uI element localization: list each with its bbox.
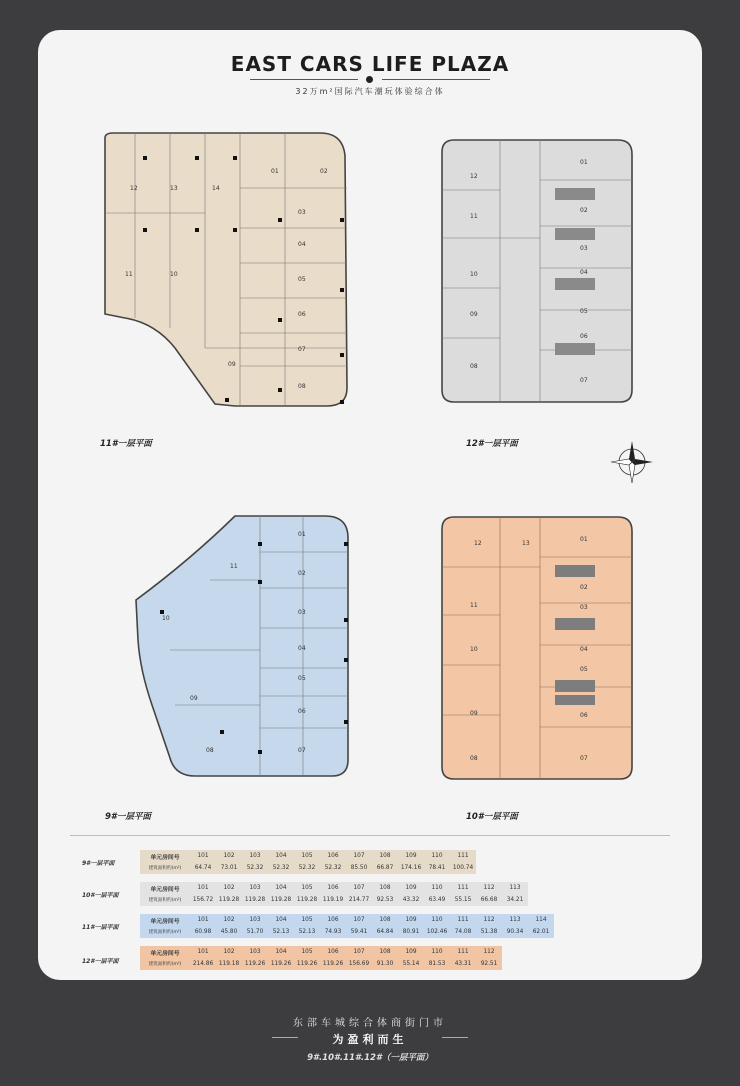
unit-label: 10 xyxy=(162,615,170,622)
room-cell: 110 xyxy=(431,885,443,891)
unit-label: 01 xyxy=(580,536,588,543)
floor-plan-9 xyxy=(120,500,365,800)
table-row-areas xyxy=(140,926,554,938)
unit-label: 04 xyxy=(298,241,306,248)
room-cell: 113 xyxy=(509,917,521,923)
room-cell: 105 xyxy=(301,917,313,923)
unit-label: 03 xyxy=(298,609,306,616)
area-cell: 64.84 xyxy=(376,929,394,935)
room-cell: 107 xyxy=(353,885,365,891)
table-label-9: 9#一层平面 xyxy=(82,860,115,867)
area-cell: 119.28 xyxy=(270,897,292,903)
area-cell: 73.01 xyxy=(220,865,238,871)
unit-area-table-11 xyxy=(140,914,554,938)
unit-label: 02 xyxy=(580,584,588,591)
area-cell: 81.53 xyxy=(428,961,446,967)
unit-label: 05 xyxy=(580,308,588,315)
area-cell: 52.32 xyxy=(298,865,316,871)
unit-label: 10 xyxy=(470,646,478,653)
unit-label: 10 xyxy=(470,271,478,278)
room-cell: 106 xyxy=(327,949,339,955)
unit-area-table-12 xyxy=(140,946,502,970)
table-header-cell: 单元房间号 xyxy=(150,950,180,957)
area-cell: 214.86 xyxy=(192,961,214,967)
unit-label: 12 xyxy=(474,540,482,547)
plan-label-12: 12#一层平面 xyxy=(466,439,518,449)
title-rule-right xyxy=(382,79,490,80)
room-cell: 104 xyxy=(275,917,287,923)
table-row-rooms xyxy=(140,914,554,926)
area-cell: 214.77 xyxy=(348,897,370,903)
area-cell: 59.41 xyxy=(350,929,368,935)
table-label-12: 12#一层平面 xyxy=(82,958,119,965)
table-area-label: 建筑面积约(m²) xyxy=(148,930,182,935)
unit-label: 13 xyxy=(522,540,530,547)
area-cell: 34.21 xyxy=(506,897,524,903)
area-cell: 51.70 xyxy=(246,929,264,935)
area-cell: 66.68 xyxy=(480,897,498,903)
unit-area-table-10 xyxy=(140,882,528,906)
unit-label: 09 xyxy=(470,311,478,318)
area-cell: 74.08 xyxy=(454,929,472,935)
table-row-areas xyxy=(140,958,502,970)
room-cell: 101 xyxy=(197,885,209,891)
area-cell: 102.46 xyxy=(426,929,448,935)
footer-line-2: 为盈利而生 xyxy=(332,1033,408,1046)
area-cell: 80.91 xyxy=(402,929,420,935)
unit-label: 04 xyxy=(580,269,588,276)
unit-label: 12 xyxy=(470,173,478,180)
unit-label: 02 xyxy=(580,207,588,214)
unit-label: 13 xyxy=(170,185,178,192)
unit-label: 09 xyxy=(470,710,478,717)
room-cell: 106 xyxy=(327,885,339,891)
room-cell: 111 xyxy=(457,949,469,955)
table-row-rooms xyxy=(140,882,528,894)
area-cell: 63.49 xyxy=(428,897,446,903)
footer-line-1: 东部车城综合体商街门市 xyxy=(293,1018,447,1029)
room-cell: 109 xyxy=(405,885,417,891)
room-cell: 112 xyxy=(483,949,495,955)
room-cell: 101 xyxy=(197,949,209,955)
area-cell: 85.50 xyxy=(350,865,368,871)
unit-label: 09 xyxy=(228,361,236,368)
plan-11-outline xyxy=(105,133,347,406)
room-cell: 102 xyxy=(223,917,235,923)
area-cell: 156.72 xyxy=(192,897,214,903)
unit-label: 11 xyxy=(230,563,238,570)
table-row-rooms xyxy=(140,850,476,862)
room-cell: 102 xyxy=(223,885,235,891)
room-cell: 103 xyxy=(249,885,261,891)
area-cell: 45.80 xyxy=(220,929,238,935)
table-header-cell: 单元房间号 xyxy=(150,886,180,893)
room-cell: 108 xyxy=(379,949,391,955)
room-cell: 105 xyxy=(301,885,313,891)
page-title: EAST CARS LIFE PLAZA xyxy=(230,52,510,76)
plan-label-9: 9#一层平面 xyxy=(105,812,151,822)
area-cell: 90.34 xyxy=(506,929,524,935)
unit-label: 06 xyxy=(580,333,588,340)
unit-label: 11 xyxy=(470,213,478,220)
area-cell: 74.93 xyxy=(324,929,342,935)
plan-label-11: 11#一层平面 xyxy=(100,439,152,449)
room-cell: 109 xyxy=(405,917,417,923)
room-cell: 106 xyxy=(327,853,339,859)
room-cell: 111 xyxy=(457,885,469,891)
table-header-cell: 单元房间号 xyxy=(150,918,180,925)
room-cell: 105 xyxy=(301,949,313,955)
area-cell: 52.32 xyxy=(324,865,342,871)
room-cell: 107 xyxy=(353,917,365,923)
room-cell: 101 xyxy=(197,853,209,859)
unit-label: 05 xyxy=(580,666,588,673)
room-cell: 111 xyxy=(457,917,469,923)
unit-label: 08 xyxy=(206,747,214,754)
room-cell: 102 xyxy=(223,949,235,955)
unit-label: 02 xyxy=(298,570,306,577)
room-cell: 113 xyxy=(509,885,521,891)
area-cell: 119.26 xyxy=(296,961,318,967)
area-cell: 62.01 xyxy=(532,929,550,935)
unit-area-table-9 xyxy=(140,850,476,874)
unit-label: 08 xyxy=(298,383,306,390)
unit-label: 14 xyxy=(212,185,220,192)
unit-label: 07 xyxy=(298,346,306,353)
unit-label: 11 xyxy=(470,602,478,609)
area-cell: 55.14 xyxy=(402,961,420,967)
area-cell: 43.31 xyxy=(454,961,472,967)
table-row-rooms xyxy=(140,946,502,958)
unit-label: 07 xyxy=(298,747,306,754)
unit-label: 07 xyxy=(580,377,588,384)
room-cell: 101 xyxy=(197,917,209,923)
floor-plan-12 xyxy=(430,128,645,418)
room-cell: 107 xyxy=(353,853,365,859)
area-cell: 100.74 xyxy=(452,865,474,871)
unit-label: 04 xyxy=(580,646,588,653)
area-cell: 66.87 xyxy=(376,865,394,871)
unit-label: 03 xyxy=(580,245,588,252)
room-cell: 107 xyxy=(353,949,365,955)
unit-label: 12 xyxy=(130,185,138,192)
area-cell: 64.74 xyxy=(194,865,212,871)
area-cell: 119.28 xyxy=(218,897,240,903)
table-area-label: 建筑面积约(m²) xyxy=(148,962,182,967)
room-cell: 110 xyxy=(431,917,443,923)
floor-plan-11 xyxy=(95,118,375,428)
area-cell: 60.98 xyxy=(194,929,212,935)
room-cell: 103 xyxy=(249,853,261,859)
area-cell: 119.19 xyxy=(322,897,344,903)
room-cell: 108 xyxy=(379,885,391,891)
table-area-label: 建筑面积约(m²) xyxy=(148,898,182,903)
area-cell: 119.26 xyxy=(322,961,344,967)
room-cell: 110 xyxy=(431,853,443,859)
room-cell: 108 xyxy=(379,853,391,859)
table-label-11: 11#一层平面 xyxy=(82,924,119,931)
footer-line-3: 9#.10#.11#.12#（一层平面） xyxy=(307,1053,433,1063)
compass-icon xyxy=(607,437,657,487)
area-cell: 78.41 xyxy=(428,865,446,871)
unit-label: 04 xyxy=(298,645,306,652)
unit-label: 05 xyxy=(298,276,306,283)
title-dot xyxy=(366,76,373,83)
room-cell: 104 xyxy=(275,885,287,891)
section-divider xyxy=(70,835,670,836)
unit-label: 08 xyxy=(470,755,478,762)
table-row-areas xyxy=(140,894,528,906)
area-cell: 119.28 xyxy=(296,897,318,903)
area-cell: 119.18 xyxy=(218,961,240,967)
table-header-cell: 单元房间号 xyxy=(150,854,180,861)
footer-rule-right xyxy=(442,1037,468,1038)
area-cell: 92.51 xyxy=(480,961,498,967)
plan-9-outline xyxy=(136,516,348,776)
title-rule-left xyxy=(250,79,358,80)
unit-label: 06 xyxy=(580,712,588,719)
room-cell: 102 xyxy=(223,853,235,859)
unit-label: 10 xyxy=(170,271,178,278)
room-cell: 109 xyxy=(405,853,417,859)
room-cell: 105 xyxy=(301,853,313,859)
unit-label: 02 xyxy=(320,168,328,175)
unit-label: 09 xyxy=(190,695,198,702)
unit-label: 03 xyxy=(298,209,306,216)
area-cell: 174.16 xyxy=(400,865,422,871)
unit-label: 01 xyxy=(298,531,306,538)
room-cell: 112 xyxy=(483,917,495,923)
unit-label: 07 xyxy=(580,755,588,762)
unit-label: 03 xyxy=(580,604,588,611)
area-cell: 52.13 xyxy=(298,929,316,935)
area-cell: 51.38 xyxy=(480,929,498,935)
table-area-label: 建筑面积约(m²) xyxy=(148,866,182,871)
area-cell: 119.28 xyxy=(244,897,266,903)
unit-label: 01 xyxy=(271,168,279,175)
room-cell: 103 xyxy=(249,917,261,923)
floor-plan-10 xyxy=(430,505,645,795)
room-cell: 108 xyxy=(379,917,391,923)
page-subtitle: 32万m²国际汽车潮玩体验综合体 xyxy=(295,87,445,96)
room-cell: 114 xyxy=(535,917,547,923)
unit-label: 05 xyxy=(298,675,306,682)
unit-label: 11 xyxy=(125,271,133,278)
table-row-areas xyxy=(140,862,476,874)
room-cell: 106 xyxy=(327,917,339,923)
room-cell: 111 xyxy=(457,853,469,859)
area-cell: 92.53 xyxy=(376,897,394,903)
area-cell: 52.13 xyxy=(272,929,290,935)
area-cell: 156.69 xyxy=(348,961,370,967)
room-cell: 104 xyxy=(275,949,287,955)
area-cell: 119.26 xyxy=(244,961,266,967)
area-cell: 91.30 xyxy=(376,961,394,967)
area-cell: 52.32 xyxy=(272,865,290,871)
area-cell: 52.32 xyxy=(246,865,264,871)
area-cell: 55.15 xyxy=(454,897,472,903)
area-cell: 119.26 xyxy=(270,961,292,967)
room-cell: 109 xyxy=(405,949,417,955)
unit-label: 08 xyxy=(470,363,478,370)
area-cell: 43.32 xyxy=(402,897,420,903)
unit-label: 06 xyxy=(298,708,306,715)
unit-label: 01 xyxy=(580,159,588,166)
table-label-10: 10#一层平面 xyxy=(82,892,119,899)
room-cell: 112 xyxy=(483,885,495,891)
room-cell: 103 xyxy=(249,949,261,955)
room-cell: 104 xyxy=(275,853,287,859)
plan-label-10: 10#一层平面 xyxy=(466,812,518,822)
unit-label: 06 xyxy=(298,311,306,318)
room-cell: 110 xyxy=(431,949,443,955)
